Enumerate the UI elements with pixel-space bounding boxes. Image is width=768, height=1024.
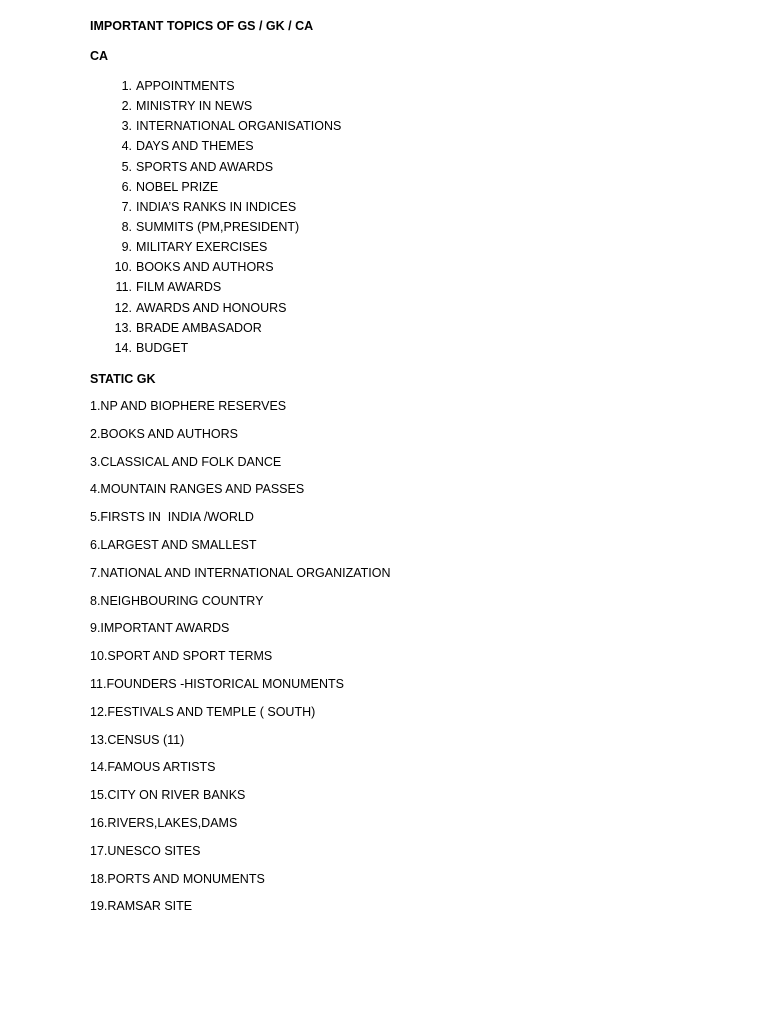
ca-item-label: FILM AWARDS (136, 280, 222, 295)
static-gk-list-item: 10.SPORT AND SPORT TERMS (90, 649, 273, 664)
ca-item-number: 12. (114, 300, 132, 315)
ca-item-number: 3. (121, 119, 132, 134)
static-gk-list-item: 13.CENSUS (11) (90, 732, 185, 747)
static-gk-section-heading: STATIC GK (90, 372, 156, 386)
static-gk-list-item: 1.NP AND BIOPHERE RESERVES (90, 399, 287, 413)
static-gk-list-item: 2.BOOKS AND AUTHORS (90, 426, 238, 441)
ca-item-label: AWARDS AND HONOURS (136, 300, 287, 315)
ca-item-number: 1. (121, 79, 132, 93)
static-gk-list-item: 11.FOUNDERS -HISTORICAL MONUMENTS (90, 676, 344, 691)
ca-item-number: 11. (115, 280, 132, 295)
static-gk-list-item: 15.CITY ON RIVER BANKS (90, 788, 246, 803)
ca-item-number: 13. (114, 320, 132, 335)
static-gk-list-item: 4.MOUNTAIN RANGES AND PASSES (90, 482, 305, 497)
ca-item-label: BOOKS AND AUTHORS (136, 260, 274, 275)
static-gk-list-item: 7.NATIONAL AND INTERNATIONAL ORGANIZATION (90, 565, 391, 580)
ca-item-number: 6. (121, 179, 132, 194)
ca-item-number: 4. (121, 139, 132, 154)
ca-item-number: 10. (114, 260, 132, 275)
static-gk-topic-list (90, 398, 391, 926)
ca-item-label: BUDGET (136, 340, 189, 355)
document-title: IMPORTANT TOPICS OF GS / GK / CA (90, 19, 314, 33)
ca-item-number: 8. (121, 219, 132, 234)
ca-item-label: SUMMITS (PM,PRESIDENT) (136, 219, 300, 234)
ca-item-number: 5. (121, 159, 132, 174)
static-gk-list-item: 16.RIVERS,LAKES,DAMS (90, 815, 238, 830)
ca-item-label: BRADE AMBASADOR (136, 320, 262, 335)
ca-item-label: SPORTS AND AWARDS (136, 159, 274, 174)
static-gk-list-item: 17.UNESCO SITES (90, 843, 201, 858)
ca-item-label: MILITARY EXERCISES (136, 240, 268, 255)
ca-item-number: 2. (121, 99, 132, 114)
ca-item-number: 9. (121, 240, 132, 255)
static-gk-list-item: 9.IMPORTANT AWARDS (90, 621, 230, 636)
static-gk-list-item: 6.LARGEST AND SMALLEST (90, 537, 257, 552)
ca-item-label: INTERNATIONAL ORGANISATIONS (136, 119, 342, 134)
static-gk-list-item: 12.FESTIVALS AND TEMPLE ( SOUTH) (90, 704, 316, 719)
ca-item-label: INDIA’S RANKS IN INDICES (136, 199, 297, 214)
ca-item-label: APPOINTMENTS (136, 79, 235, 93)
ca-item-label: MINISTRY IN NEWS (136, 99, 253, 114)
ca-item-number: 7. (121, 199, 132, 214)
static-gk-list-item: 3.CLASSICAL AND FOLK DANCE (90, 454, 282, 469)
ca-item-label: NOBEL PRIZE (136, 179, 219, 194)
ca-item-number: 14. (114, 340, 132, 355)
ca-item-label: DAYS AND THEMES (136, 139, 254, 154)
ca-section-heading: CA (90, 49, 109, 63)
static-gk-list-item: 19.RAMSAR SITE (90, 899, 193, 914)
static-gk-list-item: 14.FAMOUS ARTISTS (90, 760, 216, 775)
static-gk-list-item: 5.FIRSTS IN INDIA /WORLD (90, 510, 254, 525)
static-gk-list-item: 8.NEIGHBOURING COUNTRY (90, 593, 264, 608)
static-gk-list-item: 18.PORTS AND MONUMENTS (90, 871, 265, 886)
